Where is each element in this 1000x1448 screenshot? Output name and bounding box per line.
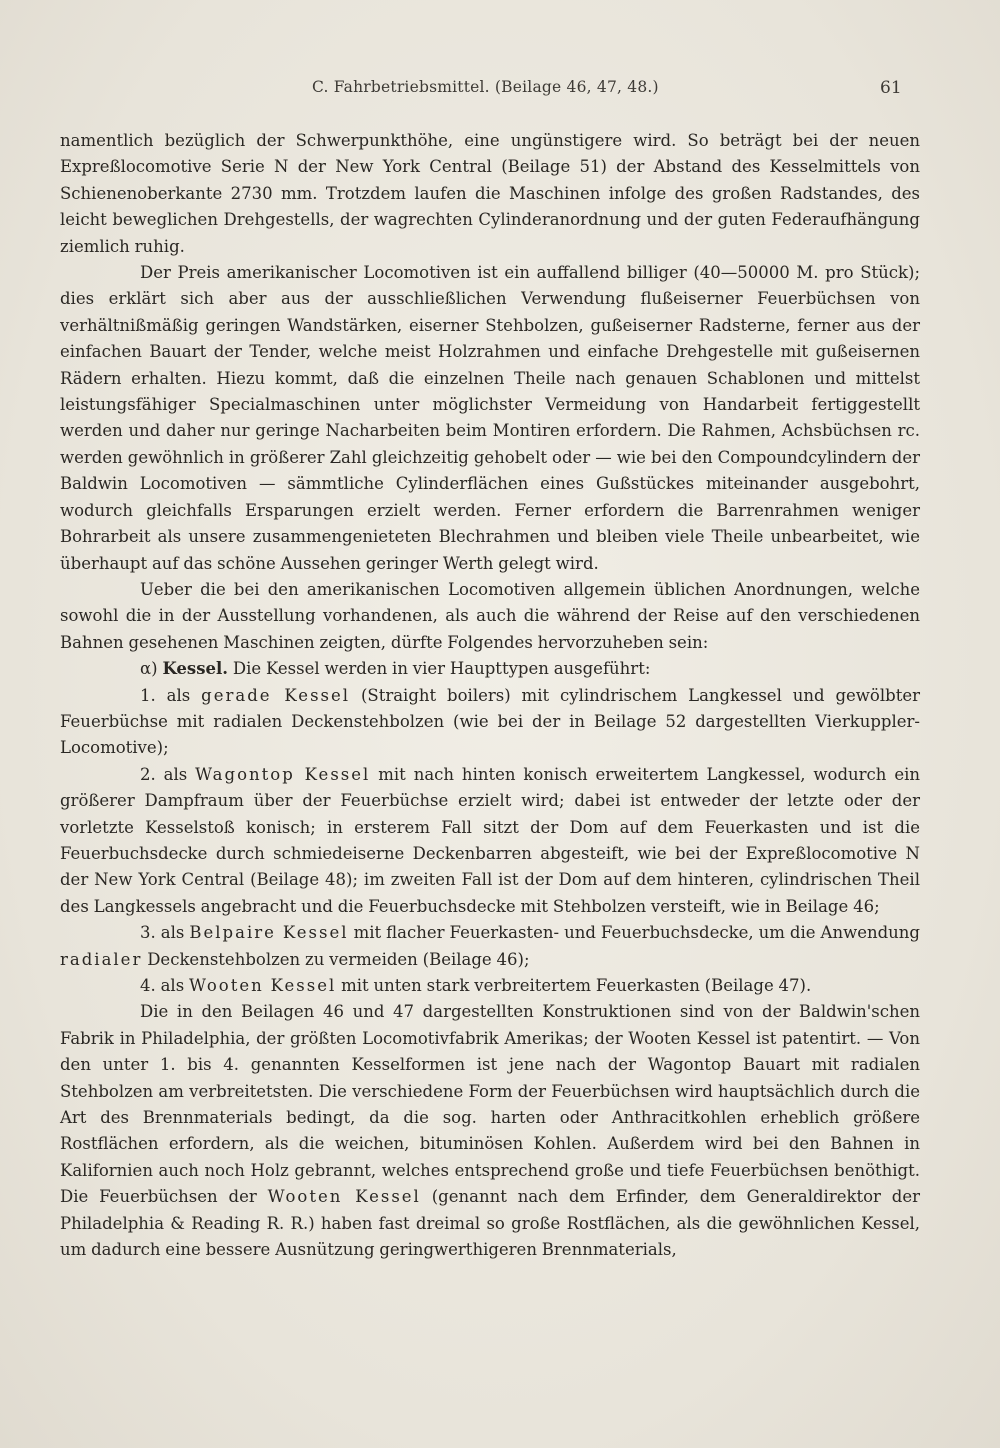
body-text: [60, 128, 920, 1263]
paragraph-1: namentlich bezüglich der Schwerpunkthöhe, eine ungünstigere wird. So beträgt bei der neuen Expreßlocomotive Serie N der New York Central (Beilage 51) der Abstand des Kesselmittels von Schienenoberkante 2730 mm. Trotzdem laufen die Maschinen infolge des großen Radstandes, des leicht beweglichen Drehgestells, der wagrechten Cylinderanordnung und der guten Federaufhängung ziemlich ruhig.: [60, 131, 920, 256]
list-item-number: 3. als: [140, 923, 185, 943]
list-item-term: Wagontop Kessel: [195, 764, 371, 784]
list-item-term: Wooten Kessel: [189, 976, 337, 995]
list-item-number: 1. als: [140, 685, 191, 705]
running-title: C. Fahrbetriebsmittel. (Beilage 46, 47, 48.): [312, 78, 659, 96]
section-text: Die Kessel werden in vier Haupttypen ausgeführt:: [232, 659, 651, 679]
paragraph-3: Ueber die bei den amerikanischen Locomotiven allgemein üblichen Anordnungen, welche sowohl die in der Ausstellung vorhandenen, als auch die während der Reise auf den verschiedenen Bahnen gesehenen Maschinen zeigten, dürfte Folgendes hervorzuheben sein:: [60, 579, 920, 652]
paragraph-4: [60, 999, 920, 1263]
section-alpha: [60, 656, 920, 682]
list-item-emphasis: radialer: [60, 949, 143, 969]
list-item-text: mit nach hinten konisch erweitertem Langkessel, wodurch ein größerer Dampfraum über der Feuerbüchse erzielt wird; dabei ist entweder der letzte oder der vorletzte Kesselstoß konisch; in ersterem Fall sitzt der Dom auf dem Feuerkasten und ist die Feuerbuchsdecke durch schmiedeiserne Deckenbarren abgesteift, wie bei der Expreßlocomotive N der New York Central (Beilage 48); im zweiten Fall ist der Dom auf dem hinteren, cylindrischen Theil des Langkessels angebracht und die Feuerbuchsdecke mit Stehbolzen versteift, wie in Beilage 46;: [60, 764, 920, 916]
paragraph-4-text: Die in den Beilagen 46 und 47 dargestellten Konstruktionen sind von der Baldwin'schen Fabrik in Philadelphia, der größten Locomotivfabrik Amerikas; der Wooten Kessel ist patentirt. — Von den unter 1. bis 4. genannten Kesselformen ist jene nach der Wagontop Bauart mit radialen Stehbolzen am verbreitetsten. Die verschiedene Form der Feuerbüchsen wird hauptsächlich durch die Art des Brennmaterials bedingt, da die sog. harten oder Anthracitkohlen erheblich größere Rostflächen erfordern, als die weichen, bituminösen Kohlen. Außerdem wird bei den Bahnen in Kalifornien auch noch Holz gebrannt, welches entsprechend große und tiefe Feuerbüchsen benöthigt. Die Feuerbüchsen der: [60, 1002, 920, 1207]
page-number: 61: [880, 78, 902, 98]
list-item-text: mit unten stark verbreitertem Feuerkasten (Beilage 47).: [341, 976, 812, 995]
list-item-term: Belpaire Kessel: [189, 923, 349, 943]
section-term: Kessel.: [162, 659, 229, 679]
list-item-text: (Straight boilers) mit cylindrischem Langkessel und gewölbter Feuerbüchse mit radialen Deckenstehbolzen (wie bei der in Beilage 52 dargestellten Vierkuppler-Locomotive);: [60, 685, 920, 758]
section-marker: α): [140, 659, 158, 679]
paragraph-4-term: Wooten Kessel: [267, 1187, 421, 1207]
list-item-text-cont: Deckenstehbolzen zu vermeiden (Beilage 46);: [147, 949, 530, 969]
list-item-number: 4. als: [140, 976, 185, 995]
list-item-text: mit flacher Feuerkasten- und Feuerbuchsdecke, um die Anwendung: [353, 923, 920, 943]
list-item-1: [60, 683, 920, 762]
list-item-4: [60, 973, 920, 999]
paragraph-4-text-cont: (genannt nach dem Erfinder, dem Generaldirektor der Philadelphia & Reading R. R.) haben fast dreimal so große Rostflächen, als die gewöhnlichen Kessel, um dadurch eine bessere Ausnützung geringwerthigeren Brennmaterials,: [60, 1187, 921, 1260]
running-head: [0, 78, 1000, 108]
list-item-3: [60, 920, 920, 973]
list-item-term: gerade Kessel: [201, 685, 351, 705]
list-item-number: 2. als: [140, 764, 188, 784]
list-item-2: [60, 762, 920, 920]
paragraph-2: Der Preis amerikanischer Locomotiven ist ein auffallend billiger (40—50000 M. pro Stück); dies erklärt sich aber aus der ausschließlichen Verwendung flußeiserner Feuerbüchsen von verhältnißmäßig geringen Wandstärken, eiserner Stehbolzen, gußeiserner Radsterne, ferner aus der einfachen Bauart der Tender, welche meist Holzrahmen und einfache Drehgestelle mit gußeisernen Rädern erhalten. Hiezu kommt, daß die einzelnen Theile nach genauen Schablonen und mittelst leistungsfähiger Specialmaschinen unter möglichster Vermeidung von Handarbeit fertiggestellt werden und daher nur geringe Nacharbeiten beim Montiren erfordern. Die Rahmen, Achsbüchsen rc. werden gewöhnlich in größerer Zahl gleichzeitig gehobelt oder — wie bei den Compoundcylindern der Baldwin Locomotiven — sämmtliche Cylinderflächen eines Gußstückes miteinander ausgebohrt, wodurch gleichfalls Ersparungen erzielt werden. Ferner erfordern die Barrenrahmen weniger Bohrarbeit als unsere zusammengenieteten Blechrahmen und bleiben viele Theile unbearbeitet, wie überhaupt auf das schöne Aussehen geringer Werth gelegt wird.: [60, 263, 920, 573]
